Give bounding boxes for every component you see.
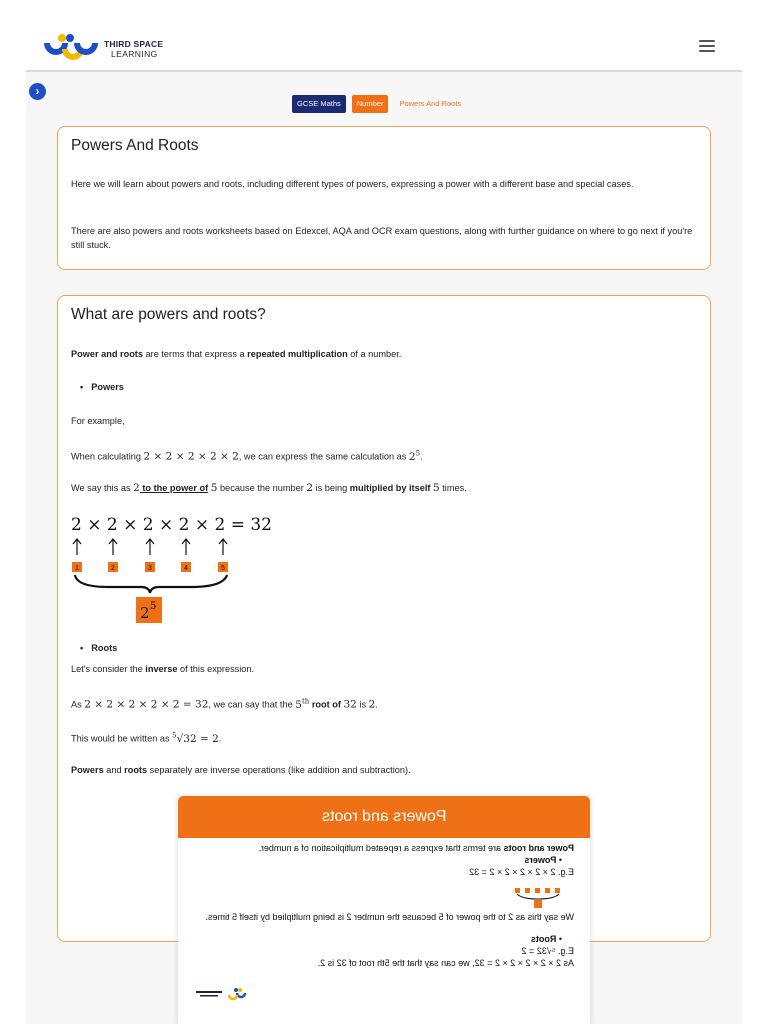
breadcrumb-gcse-maths[interactable]: GCSE Maths [292, 95, 346, 113]
say-bold-2: multiplied by itself [349, 483, 431, 493]
calc-text-3: . [420, 451, 423, 462]
say-text-1: We say this as [71, 483, 134, 493]
as-text-2: , we can say that the [208, 699, 296, 710]
definition-text-1: are terms that express a [142, 349, 248, 359]
say-this-text [71, 482, 696, 496]
bullet-roots: • Roots [80, 643, 117, 653]
calc-math-2-base: 2 [408, 450, 416, 463]
hamburger-icon[interactable] [699, 40, 715, 54]
intro-paragraph-1: Here we will learn about powers and roots, including different types of powers, expressing a power with a different base and special cases. [71, 179, 634, 189]
infographic-header [178, 796, 590, 838]
third-space-learning-logo[interactable] [44, 33, 100, 63]
as-bold: root of [309, 699, 341, 710]
say-math-1: 2 [133, 482, 140, 494]
inverse-text [71, 663, 696, 677]
definition-bold-2: repeated multiplication [247, 349, 348, 359]
written-root-expression: √32 = 2 [176, 732, 219, 745]
as-math-1: 2 × 2 × 2 × 2 × 2 = 32 [84, 698, 209, 711]
diagram-count-3: 3 [148, 565, 152, 572]
as-math-4: 2 [368, 698, 376, 711]
inverse-operations-text [71, 764, 696, 778]
calc-math-1: 2 × 2 × 2 × 2 × 2 [143, 450, 239, 463]
breadcrumb [292, 95, 466, 113]
power-diagram [71, 513, 301, 625]
breadcrumb-number[interactable]: Number [352, 95, 389, 113]
diagram-count-4: 4 [184, 565, 188, 572]
infographic-eg-1: E.g. 2 × 2 × 2 × 2 × 2 = 32 [469, 867, 574, 877]
infographic-bullet-roots: • Roots [530, 934, 562, 944]
bullet-powers: • Powers [80, 382, 124, 392]
say-math-4: 5 [433, 482, 440, 494]
inverse-text-1: Let's consider the [71, 664, 146, 674]
root-statement-text [71, 695, 696, 712]
infographic-line-3: As 2 × 2 × 2 × 2 × 2 = 32, we can say that the 5th root of 32 is 2. [317, 958, 574, 968]
infographic-line-1-bold: Power and roots [503, 843, 574, 853]
ops-bold-1: Powers [71, 765, 104, 775]
as-text-1: As [71, 699, 85, 710]
definition-text [71, 348, 696, 362]
written-text-2: . [218, 733, 222, 744]
as-math-2 [295, 699, 309, 711]
diagram-count-2: 2 [111, 565, 115, 572]
infographic-bullet-powers-label: Powers [524, 855, 557, 865]
infographic-body [178, 842, 590, 969]
ops-text-2: separately are inverse operations (like addition and subtraction). [147, 765, 411, 775]
diagram-result-exponent: 5 [150, 601, 157, 612]
definition-bold-1: Power and roots [71, 349, 143, 359]
chevron-right-icon[interactable]: › [29, 83, 46, 100]
inverse-text-2: of this expression. [177, 664, 255, 674]
written-root-index: 5 [172, 731, 177, 739]
diagram-equation: 2 × 2 × 2 × 2 × 2 = 32 [71, 515, 272, 535]
intro-paragraph-2: There are also powers and roots worksheets based on Edexcel, AQA and OCR exam questions, along with further guidance on where to go next if you're still stuck. [71, 226, 693, 250]
infographic-bullet-roots-label: Roots [530, 934, 557, 944]
calc-text-2: , we can express the same calculation as [238, 451, 409, 462]
as-math-2-sup: th [301, 697, 310, 705]
infographic-mini-diagram [504, 882, 574, 908]
breadcrumb-current: Powers And Roots [399, 99, 462, 108]
say-text-3: because the number [217, 483, 307, 493]
infographic-bullet-powers: • Powers [524, 855, 562, 865]
calculation-text [71, 447, 696, 464]
infographic-logo-icon [192, 986, 246, 1002]
as-text-4: is [356, 699, 369, 710]
calc-math-2 [409, 451, 420, 463]
diagram-count-1: 1 [75, 565, 79, 572]
as-text-5: . [375, 699, 378, 710]
written-text-1: This would be written as [71, 733, 173, 744]
for-example-text: For example, [71, 416, 125, 426]
say-bold-1: to the power of [139, 483, 209, 493]
say-text-4: is being [313, 483, 350, 493]
brand-name-line1: THIRD SPACE [104, 39, 164, 49]
as-math-2-base: 5 [295, 698, 302, 711]
say-math-3: 2 [306, 482, 314, 494]
say-text-6: times. [439, 483, 467, 493]
infographic-line-1-text: are terms that express a repeated multiplication of a number. [258, 843, 504, 853]
page-title: Powers And Roots [71, 137, 199, 154]
say-math-2: 5 [210, 482, 218, 494]
calc-math-2-exp: 5 [415, 449, 421, 457]
infographic-line-1 [178, 842, 590, 854]
as-math-3: 32 [343, 698, 357, 711]
calc-text-1: When calculating [71, 451, 144, 462]
infographic-diagram [178, 878, 590, 911]
intro-card [57, 126, 711, 270]
infographic-eg-2: E.g. ⁵√32 = 2 [521, 946, 574, 956]
infographic-line-2: We say this as 2 to the power of 5 because the number 2 is being multiplied by itself 5 times. [205, 912, 574, 922]
diagram-result-base: 2 [140, 604, 150, 622]
inverse-bold: inverse [145, 664, 178, 674]
ops-bold-2: roots [124, 765, 148, 775]
written-math [172, 733, 219, 745]
infographic-title: Powers and roots [321, 808, 447, 825]
section-title: What are powers and roots? [71, 306, 266, 323]
written-as-text [71, 729, 696, 746]
brand-name [104, 39, 163, 59]
site-header [0, 0, 768, 72]
diagram-count-5: 5 [221, 565, 225, 572]
definition-text-2: of a number. [347, 349, 402, 359]
brand-name-line2: LEARNING [111, 49, 158, 59]
ops-text-1: and [103, 765, 125, 775]
